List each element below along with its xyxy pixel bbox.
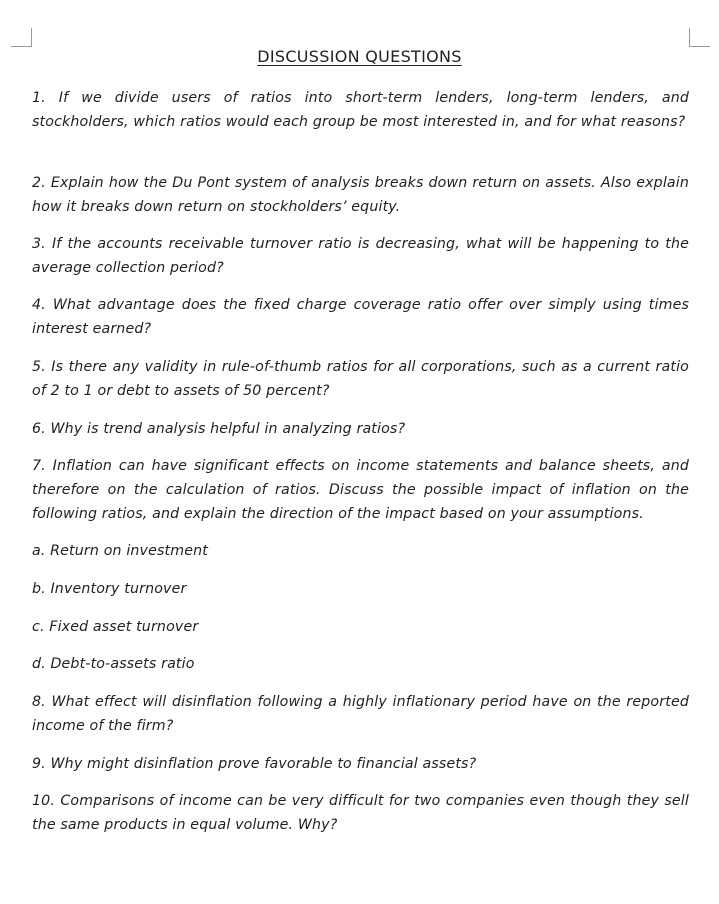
question-2: 2. Explain how the Du Pont system of analysis breaks down return on assets. Also explain how it breaks down return on stockholders’ equity.	[32, 175, 689, 215]
question-7: 7. Inflation can have significant effects on income statements and balance sheets, and therefore on the calculation of ratios. Discuss the possible impact of inflation on the following ratios, and explain the direction of the impact based on your assumptions.	[32, 458, 689, 522]
sub-item-d: d. Debt-to-assets ratio	[32, 656, 195, 672]
question-6: 6. Why is trend analysis helpful in analyzing ratios?	[32, 421, 406, 437]
page-corner-mark-right	[689, 28, 710, 47]
question-3: 3. If the accounts receivable turnover ratio is decreasing, what will be happening to the average collection period?	[32, 236, 689, 276]
question-4: 4. What advantage does the fixed charge coverage ratio offer over simply using times interest earned?	[32, 297, 689, 337]
page-corner-mark-left	[11, 28, 32, 47]
question-9: 9. Why might disinflation prove favorable to financial assets?	[32, 756, 477, 772]
sub-item-a: a. Return on investment	[32, 543, 208, 559]
sub-item-b: b. Inventory turnover	[32, 581, 187, 597]
question-5: 5. Is there any validity in rule-of-thumb ratios for all corporations, such as a current ratio of 2 to 1 or debt to assets of 50 percent?	[32, 359, 689, 399]
page-title: DISCUSSION QUESTIONS	[257, 47, 462, 66]
question-1: 1. If we divide users of ratios into short-term lenders, long-term lenders, and stockholders, which ratios would each group be most interested in, and for what reasons?	[32, 90, 689, 130]
question-10: 10. Comparisons of income can be very difficult for two companies even though they sell the same products in equal volume. Why?	[32, 793, 689, 833]
question-8: 8. What effect will disinflation following a highly inflationary period have on the reported income of the firm?	[32, 694, 689, 734]
sub-item-c: c. Fixed asset turnover	[32, 619, 199, 635]
